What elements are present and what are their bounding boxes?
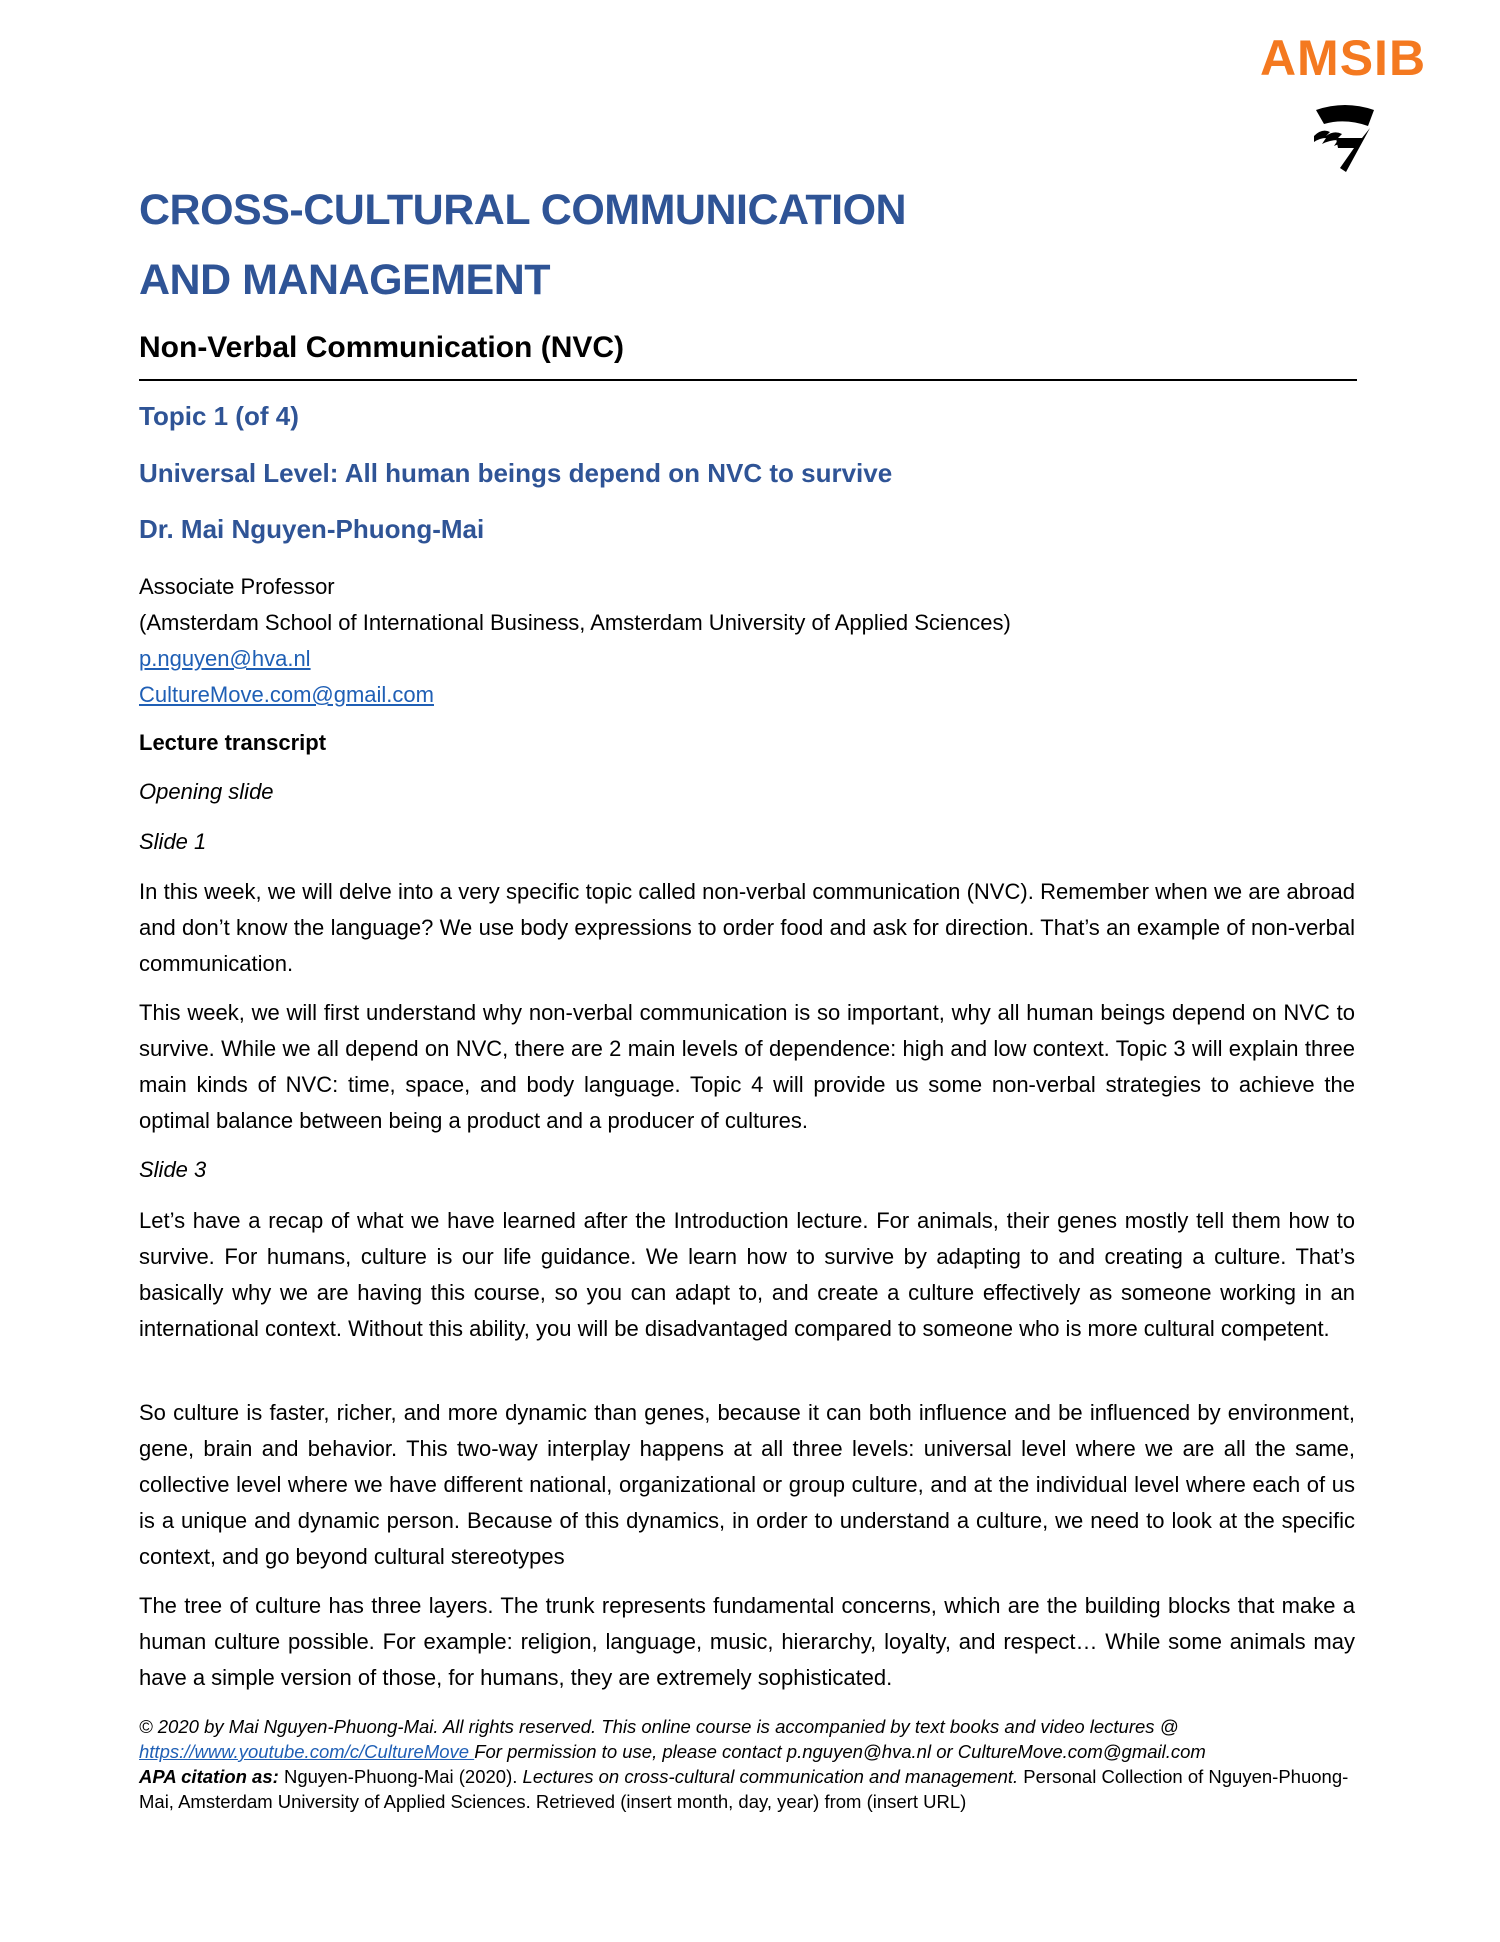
amsib-logo bbox=[1248, 30, 1438, 180]
copyright-footer bbox=[139, 1714, 1379, 1814]
paragraph: This week, we will first understand why non-verbal communication is so important, why all human beings depend on NVC to survive. While we all depend on NVC, there are 2 main levels of dependence: high and low context. Topic 3 will explain three main kinds of NVC: time, space, and body language. Topic 4 will provide us some non-verbal strategies to achieve the optimal balance between being a product and a producer of cultures. bbox=[139, 1000, 1355, 1133]
author-name: Dr. Mai Nguyen-Phuong-Mai bbox=[139, 514, 485, 544]
slide-1-label: Slide 1 bbox=[139, 829, 207, 854]
document-title bbox=[139, 175, 906, 315]
title-line-2: AND MANAGEMENT bbox=[139, 256, 551, 304]
author-email-link-2[interactable] bbox=[139, 677, 434, 713]
paragraph: The tree of culture has three layers. The trunk represents fundamental concerns, which are the building blocks that make a human culture possible. For example: religion, language, music, hierarchy, loyalty, and respect… While some animals may have a simple version of those, for humans, they are extremely sophisticated. bbox=[139, 1593, 1355, 1690]
apa-title: Lectures on cross-cultural communication and management. bbox=[522, 1766, 1019, 1787]
author-position: Associate Professor bbox=[139, 574, 335, 599]
paragraph: In this week, we will delve into a very specific topic called non-verbal communication (NVC). Remember when we are abroad and don’t know the language? We use body expressions to order food and ask for direction. That’s an example of non-verbal communication. bbox=[139, 879, 1355, 976]
title-line-1: CROSS-CULTURAL COMMUNICATION bbox=[139, 186, 907, 234]
copyright-text: © 2020 by Mai Nguyen-Phuong-Mai. All rights reserved. This online course is accompanied by text books and video lectures @ bbox=[139, 1716, 1179, 1737]
paragraph: Let’s have a recap of what we have learned after the Introduction lecture. For animals, their genes mostly tell them how to survive. For humans, culture is our life guidance. We learn how to survive by adapting to and creating a culture. That’s basically why we are having this course, so you can adapt to, and create a culture effectively as someone working in an international context. Without this ability, you will be disadvantaged compared to someone who is more cultural competent. bbox=[139, 1208, 1355, 1341]
slide-3-label: Slide 3 bbox=[139, 1157, 207, 1182]
youtube-link[interactable]: https://www.youtube.com/c/CultureMove bbox=[139, 1741, 475, 1762]
permission-text: For permission to use, please contact p.nguyen@hva.nl or CultureMove.com@gmail.com bbox=[474, 1741, 1206, 1762]
apa-label: APA citation as: bbox=[139, 1766, 279, 1787]
author-email-link-1[interactable] bbox=[139, 641, 311, 677]
apa-rest: Personal Collection of Nguyen-Phuong-Mai, Amsterdam University of Applied Sciences. Retrieved (insert month, day, year) from (insert URL) bbox=[139, 1766, 1349, 1812]
paragraph: So culture is faster, richer, and more dynamic than genes, because it can both influence and be influenced by environment, gene, brain and behavior. This two-way interplay happens at all three levels: universal level where we are all the same, collective level where we have different national, organizational or group culture, and at the individual level where each of us is a unique and dynamic person. Because of this dynamics, in order to understand a culture, we need to look at the specific context, and go beyond cultural stereotypes bbox=[139, 1400, 1355, 1569]
topic-number: Topic 1 (of 4) bbox=[139, 401, 299, 431]
email-link-hva[interactable]: p.nguyen@hva.nl bbox=[139, 646, 311, 671]
apa-author: Nguyen-Phuong-Mai (2020). bbox=[278, 1766, 523, 1787]
opening-slide-label: Opening slide bbox=[139, 779, 274, 804]
logo-text: AMSIB bbox=[1259, 30, 1427, 86]
document-subtitle: Non-Verbal Communication (NVC) bbox=[139, 331, 625, 364]
author-affiliation: (Amsterdam School of International Business, Amsterdam University of Applied Sciences) bbox=[139, 610, 1011, 635]
transcript-heading: Lecture transcript bbox=[139, 730, 327, 755]
email-link-gmail[interactable]: CultureMove.com@gmail.com bbox=[139, 682, 434, 707]
amsib-emblem-icon bbox=[1312, 102, 1378, 174]
topic-name: Universal Level: All human beings depend on NVC to survive bbox=[139, 458, 893, 488]
header-divider bbox=[139, 379, 1357, 381]
